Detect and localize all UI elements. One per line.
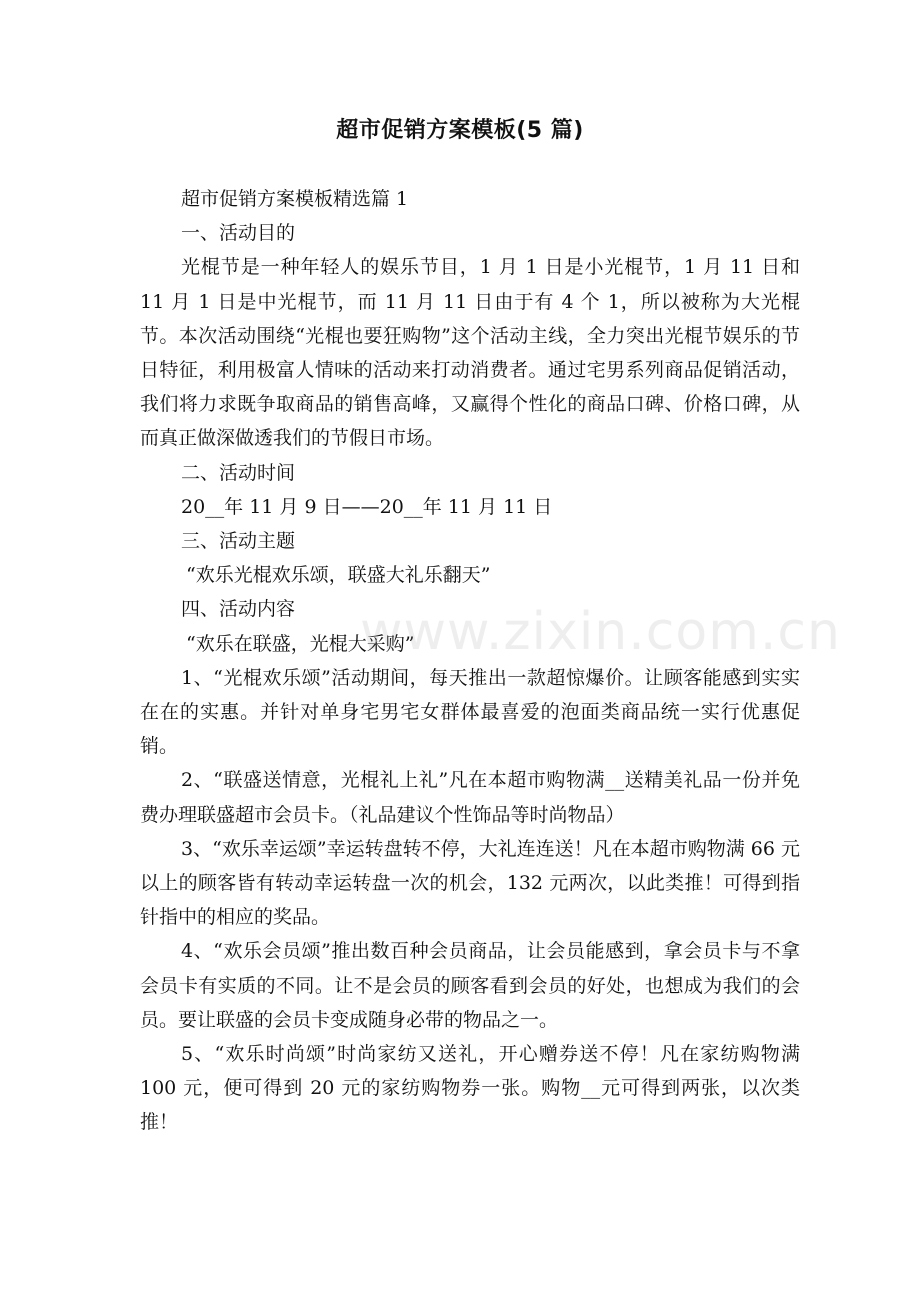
section-heading-time: 二、活动时间 (181, 461, 296, 484)
document-body (140, 182, 800, 1140)
subtitle: 超市促销方案模板精选篇 1 (181, 188, 409, 210)
list-item: 4、“欢乐会员颂”推出数百种会员商品，让会员能感到，拿会员卡与不拿会员卡有实质的不同。让不是会员的顾客看到会员的好处，也想成为我们的会员。要让联盛的会员卡变成随身必带的物品之一。 (140, 940, 800, 1031)
section-heading-theme: 三、活动主题 (181, 530, 296, 553)
paragraph-goal: 光棍节是一种年轻人的娱乐节目，1 月 1 日是小光棍节，1 月 11 日和 11 月 1 日是中光棍节，而 11 月 11 日由于有 4 个 1，所以被称为大光棍节。本次活动围绕“光棍也要狂购物”这个活动主线，全力突出光棍节娱乐的节日特征，利用极富人情味的活动来打动消费者。通过宅男系列商品促销活动，我们将力求既争取商品的销售高峰，又赢得个性化的商品口碑、价格口碑，从而真正做深做透我们的节假日市场。 (140, 256, 800, 450)
section-heading-goal: 一、活动目的 (181, 222, 296, 245)
paragraph-time: 20__年 11 月 9 日——20__年 11 月 11 日 (181, 495, 553, 518)
list-item: 2、“联盛送情意，光棍礼上礼”凡在本超市购物满__送精美礼品一份并免费办理联盛超市会员卡。（礼品建议个性饰品等时尚物品） (140, 769, 800, 826)
list-item: 3、“欢乐幸运颂”幸运转盘转不停，大礼连连送！凡在本超市购物满 66 元以上的顾客皆有转动幸运转盘一次的机会，132 元两次，以此类推！可得到指针指中的相应的奖品。 (140, 837, 800, 929)
list-item: 1、“光棍欢乐颂”活动期间，每天推出一款超惊爆价。让顾客能感到实实在在的实惠。并针对单身宅男宅女群体最喜爱的泡面类商品统一实行优惠促销。 (140, 666, 800, 758)
section-heading-content: 四、活动内容 (181, 598, 296, 621)
content-slogan: “欢乐在联盛，光棍大采购” (186, 632, 415, 655)
list-item: 5、“欢乐时尚颂”时尚家纺又送礼，开心赠券送不停！凡在家纺购物满 100 元，便可得到 20 元的家纺购物券一张。购物__元可得到两张，以次类推！ (140, 1043, 800, 1134)
watermark: www.zixin.com.cn (360, 602, 841, 662)
document-title: 超市促销方案模板(5 篇) (336, 118, 584, 143)
paragraph-theme: “欢乐光棍欢乐颂，联盛大礼乐翻天” (186, 564, 491, 587)
